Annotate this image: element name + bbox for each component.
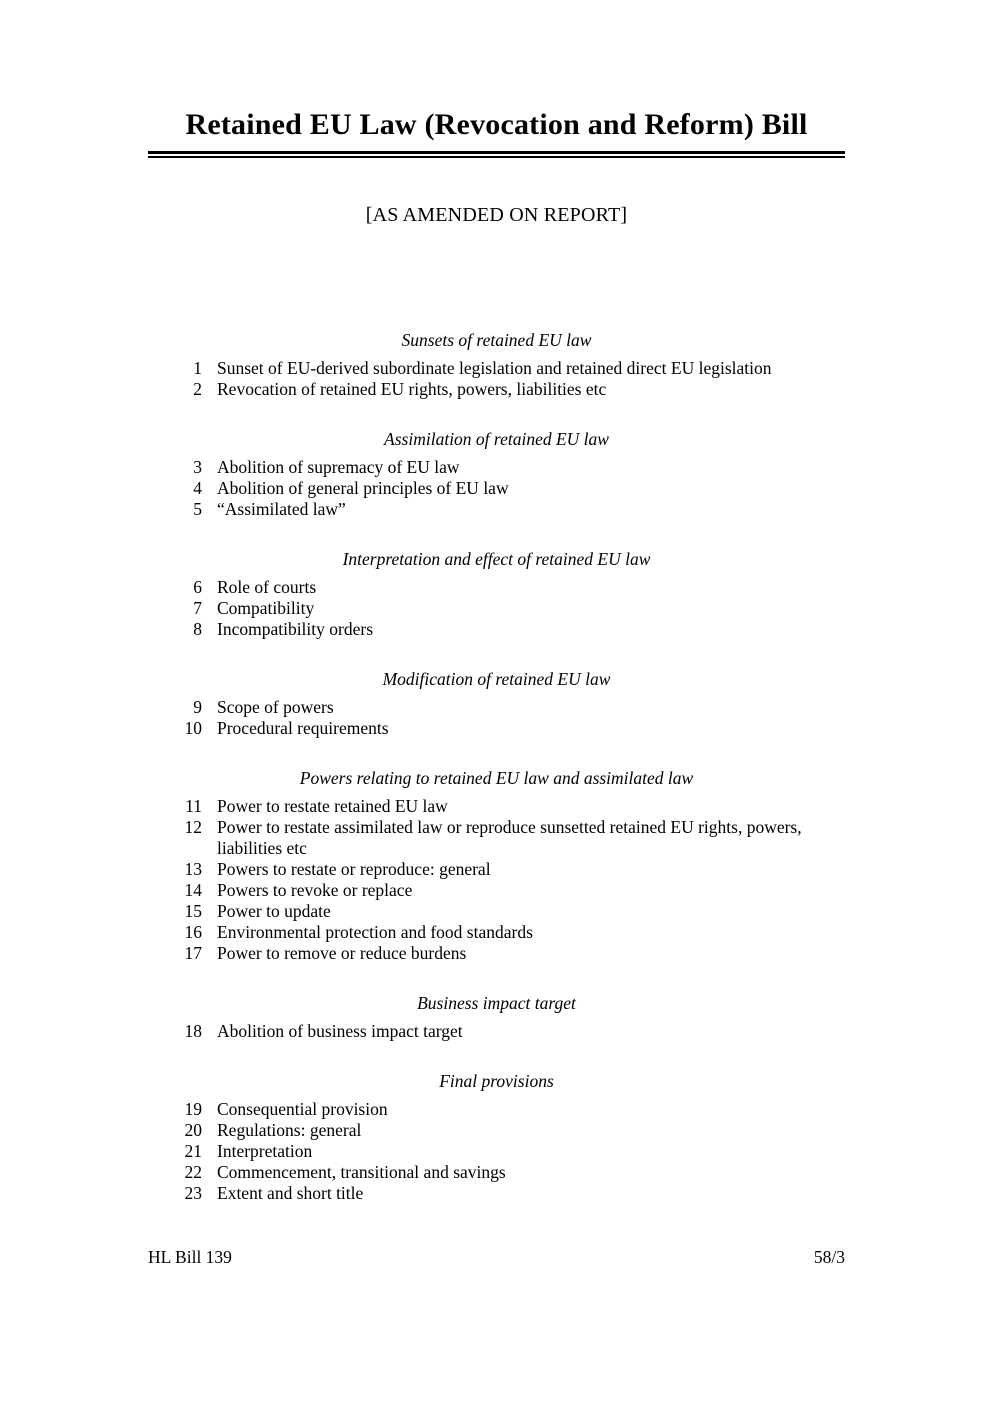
section-heading: Assimilation of retained EU law: [384, 429, 609, 449]
clause-gap: [202, 943, 217, 964]
clause-gap: [202, 478, 217, 499]
contents-section: [148, 429, 845, 520]
section-items: [148, 796, 845, 964]
toc-item: [148, 358, 845, 379]
clause-gap: [202, 1021, 217, 1042]
clause-gap: [202, 922, 217, 943]
clause-gap: [202, 358, 217, 379]
toc-item: [148, 619, 845, 640]
contents-section: [148, 330, 845, 400]
toc-item: [148, 1120, 845, 1141]
bill-number: HL Bill 139: [148, 1247, 232, 1267]
clause-number: 18: [184, 1021, 202, 1041]
clause-number: 14: [184, 880, 202, 900]
clause-number: 4: [193, 478, 202, 498]
toc-item: [148, 1099, 845, 1120]
title-double-rule: [148, 151, 845, 158]
section-items: [148, 457, 845, 520]
clause-number: 2: [193, 379, 202, 399]
clause-gap: [202, 859, 217, 880]
clause-number: 19: [184, 1099, 202, 1119]
clause-number: 9: [193, 697, 202, 717]
clause-gap: [202, 1162, 217, 1183]
clause-gap: [202, 619, 217, 640]
toc-item: [148, 379, 845, 400]
clause-title: Role of courts: [217, 577, 317, 597]
clause-title: Scope of powers: [217, 697, 334, 717]
clause-gap: [202, 499, 217, 520]
clause-gap: [202, 796, 217, 817]
page-content: [148, 0, 845, 1204]
contents-section: [148, 549, 845, 640]
contents-section: [148, 768, 845, 964]
clause-gap: [202, 697, 217, 718]
section-items: [148, 577, 845, 640]
clause-gap: [202, 1099, 217, 1120]
clause-number: 23: [184, 1183, 202, 1203]
clause-gap: [202, 901, 217, 922]
toc-item: [148, 922, 845, 943]
contents-section: [148, 669, 845, 739]
clause-gap: [202, 598, 217, 619]
section-items: [148, 697, 845, 739]
clause-gap: [202, 1183, 217, 1204]
toc-item: [148, 1183, 845, 1204]
toc-item: [148, 1141, 845, 1162]
clause-title: Regulations: general: [217, 1120, 362, 1140]
clause-number: 8: [193, 619, 202, 639]
clause-number: 10: [184, 718, 202, 738]
clause-gap: [202, 817, 217, 859]
clause-title: Power to remove or reduce burdens: [217, 943, 467, 963]
clause-number: 6: [193, 577, 202, 597]
toc-item: [148, 598, 845, 619]
section-heading: Modification of retained EU law: [382, 669, 611, 689]
toc-item: [148, 796, 845, 817]
toc-item: [148, 1162, 845, 1183]
toc-item: [148, 880, 845, 901]
clause-title: Revocation of retained EU rights, powers, liabilities etc: [217, 379, 607, 399]
toc-item: [148, 817, 845, 859]
toc-item: [148, 697, 845, 718]
clause-number: 3: [193, 457, 202, 477]
contents-section: [148, 993, 845, 1042]
clause-title: Abolition of general principles of EU law: [217, 478, 509, 498]
clause-number: 7: [193, 598, 202, 618]
clause-title: Powers to revoke or replace: [217, 880, 413, 900]
clause-number: 17: [184, 943, 202, 963]
clause-number: 5: [193, 499, 202, 519]
clause-number: 13: [184, 859, 202, 879]
toc-item: [148, 943, 845, 964]
clause-gap: [202, 457, 217, 478]
section-heading: Sunsets of retained EU law: [401, 330, 592, 350]
section-items: [148, 358, 845, 400]
section-heading: Powers relating to retained EU law and assimilated law: [299, 768, 694, 788]
clause-title: Compatibility: [217, 598, 315, 618]
clause-title: Interpretation: [217, 1141, 313, 1161]
clause-number: 1: [193, 358, 202, 378]
clause-title: Sunset of EU-derived subordinate legislation and retained direct EU legislation: [217, 358, 772, 378]
clause-gap: [202, 1141, 217, 1162]
clause-title: Powers to restate or reproduce: general: [217, 859, 491, 879]
toc-item: [148, 718, 845, 739]
clause-gap: [202, 718, 217, 739]
clause-number: 12: [184, 817, 202, 837]
clause-gap: [202, 1120, 217, 1141]
clause-title: Incompatibility orders: [217, 619, 374, 639]
clause-title: Abolition of supremacy of EU law: [217, 457, 460, 477]
contents-section: [148, 1071, 845, 1204]
toc-item: [148, 478, 845, 499]
clause-gap: [202, 880, 217, 901]
clause-title: Power to restate assimilated law or reproduce sunsetted retained EU rights, powers, liabilities etc: [217, 817, 802, 858]
section-items: [148, 1099, 845, 1204]
section-heading: Final provisions: [439, 1071, 554, 1091]
toc-item: [148, 859, 845, 880]
page-title: Retained EU Law (Revocation and Reform) Bill: [185, 108, 808, 141]
toc-item: [148, 1021, 845, 1042]
table-of-contents: [148, 330, 845, 1204]
clause-title: Extent and short title: [217, 1183, 364, 1203]
amendment-status: [AS AMENDED ON REPORT]: [365, 204, 628, 226]
toc-item: [148, 457, 845, 478]
clause-number: 22: [184, 1162, 202, 1182]
clause-title: Abolition of business impact target: [217, 1021, 463, 1041]
clause-title: Procedural requirements: [217, 718, 389, 738]
clause-gap: [202, 379, 217, 400]
clause-number: 11: [185, 796, 202, 816]
page-footer: [148, 1247, 845, 1268]
session-number: 58/3: [813, 1247, 845, 1267]
section-items: [148, 1021, 845, 1042]
clause-number: 20: [184, 1120, 202, 1140]
clause-title: Commencement, transitional and savings: [217, 1162, 506, 1182]
clause-number: 15: [184, 901, 202, 921]
section-heading: Business impact target: [417, 993, 576, 1013]
clause-title: Power to restate retained EU law: [217, 796, 448, 816]
clause-gap: [202, 577, 217, 598]
clause-title: Consequential provision: [217, 1099, 388, 1119]
clause-title: Power to update: [217, 901, 331, 921]
toc-item: [148, 577, 845, 598]
toc-item: [148, 499, 845, 520]
clause-title: Environmental protection and food standards: [217, 922, 533, 942]
clause-number: 21: [184, 1141, 202, 1161]
clause-title: “Assimilated law”: [217, 499, 346, 519]
clause-number: 16: [184, 922, 202, 942]
toc-item: [148, 901, 845, 922]
section-heading: Interpretation and effect of retained EU law: [342, 549, 651, 569]
